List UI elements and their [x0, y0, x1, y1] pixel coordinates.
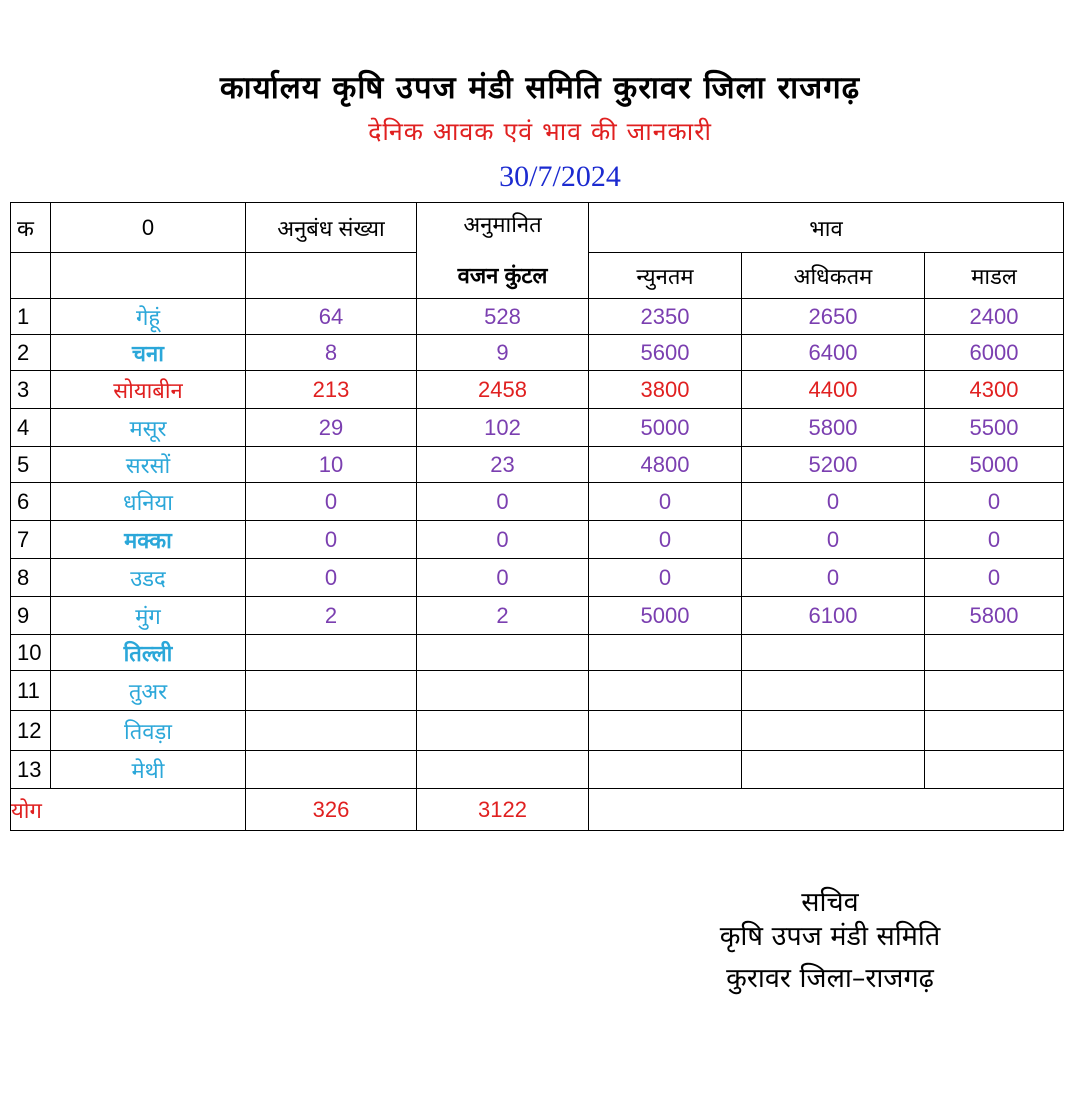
row-contracts: 0 — [246, 483, 417, 521]
row-contracts: 0 — [246, 521, 417, 559]
table-row — [11, 521, 1064, 559]
row-model-price: 6000 — [925, 335, 1064, 371]
row-min-price — [589, 711, 742, 751]
table-row — [11, 671, 1064, 711]
header-price: भाव — [589, 203, 1064, 253]
row-max-price: 4400 — [742, 371, 925, 409]
row-min-price: 5600 — [589, 335, 742, 371]
row-crop-name: तुअर — [51, 671, 246, 711]
row-max-price — [742, 751, 925, 789]
row-sno: 11 — [11, 671, 51, 711]
row-crop-name: चना — [51, 335, 246, 371]
row-min-price: 0 — [589, 521, 742, 559]
total-label: योग — [11, 789, 246, 831]
row-max-price: 0 — [742, 521, 925, 559]
header-crop: 0 — [51, 203, 246, 253]
row-weight: 0 — [417, 559, 589, 597]
table-row — [11, 751, 1064, 789]
row-weight — [417, 751, 589, 789]
row-weight: 9 — [417, 335, 589, 371]
row-sno: 8 — [11, 559, 51, 597]
row-min-price: 5000 — [589, 409, 742, 447]
table-row — [11, 299, 1064, 335]
row-weight: 2 — [417, 597, 589, 635]
row-min-price: 0 — [589, 559, 742, 597]
row-crop-name: तिल्ली — [51, 635, 246, 671]
row-contracts — [246, 635, 417, 671]
header-row-1 — [11, 203, 1064, 253]
row-model-price: 0 — [925, 521, 1064, 559]
row-weight — [417, 711, 589, 751]
table-row — [11, 597, 1064, 635]
office-title: कार्यालय कृषि उपज मंडी समिति कुरावर जिला राजगढ़ — [219, 70, 861, 106]
table-row — [11, 483, 1064, 521]
row-model-price — [925, 751, 1064, 789]
row-sno: 10 — [11, 635, 51, 671]
row-max-price: 5200 — [742, 447, 925, 483]
header-model: माडल — [925, 253, 1064, 299]
row-model-price: 5800 — [925, 597, 1064, 635]
row-contracts — [246, 711, 417, 751]
row-max-price: 5800 — [742, 409, 925, 447]
row-max-price: 0 — [742, 483, 925, 521]
row-weight — [417, 635, 589, 671]
row-model-price: 0 — [925, 559, 1064, 597]
row-model-price: 5000 — [925, 447, 1064, 483]
row-sno: 7 — [11, 521, 51, 559]
total-empty — [589, 789, 1064, 831]
row-contracts: 10 — [246, 447, 417, 483]
row-contracts: 0 — [246, 559, 417, 597]
row-min-price: 5000 — [589, 597, 742, 635]
row-sno: 9 — [11, 597, 51, 635]
header-weight: वजन कुंटल — [417, 253, 589, 299]
row-weight: 23 — [417, 447, 589, 483]
header-empty-contracts — [246, 253, 417, 299]
row-crop-name: मेथी — [51, 751, 246, 789]
table-row — [11, 635, 1064, 671]
arrivals-price-table — [10, 202, 1064, 831]
row-min-price — [589, 671, 742, 711]
row-sno: 4 — [11, 409, 51, 447]
row-contracts: 64 — [246, 299, 417, 335]
row-crop-name: मक्का — [51, 521, 246, 559]
row-sno: 2 — [11, 335, 51, 371]
total-weight: 3122 — [417, 789, 589, 831]
header-contracts: अनुबंध संख्या — [246, 203, 417, 253]
header-min: न्युनतम — [589, 253, 742, 299]
row-sno: 12 — [11, 711, 51, 751]
row-model-price: 5500 — [925, 409, 1064, 447]
row-crop-name: मसूर — [51, 409, 246, 447]
row-crop-name: उडद — [51, 559, 246, 597]
header-empty-crop — [51, 253, 246, 299]
row-crop-name: तिवड़ा — [51, 711, 246, 751]
row-contracts: 213 — [246, 371, 417, 409]
row-max-price: 6100 — [742, 597, 925, 635]
row-min-price: 2350 — [589, 299, 742, 335]
table-row — [11, 409, 1064, 447]
row-model-price: 2400 — [925, 299, 1064, 335]
row-contracts: 2 — [246, 597, 417, 635]
row-weight — [417, 671, 589, 711]
row-crop-name: गेहूं — [51, 299, 246, 335]
row-crop-name: मुंग — [51, 597, 246, 635]
signature-title: सचिव — [801, 887, 859, 918]
row-sno: 5 — [11, 447, 51, 483]
row-max-price — [742, 671, 925, 711]
row-min-price: 0 — [589, 483, 742, 521]
report-subtitle: देनिक आवक एवं भाव की जानकारी — [368, 117, 712, 146]
table-row — [11, 559, 1064, 597]
row-max-price: 0 — [742, 559, 925, 597]
table-row — [11, 371, 1064, 409]
row-model-price: 0 — [925, 483, 1064, 521]
row-max-price: 6400 — [742, 335, 925, 371]
row-max-price: 2650 — [742, 299, 925, 335]
header-empty-sno — [11, 253, 51, 299]
row-model-price — [925, 671, 1064, 711]
row-contracts: 29 — [246, 409, 417, 447]
signature-org: कृषि उपज मंडी समिति — [719, 921, 941, 952]
row-model-price — [925, 635, 1064, 671]
row-weight: 528 — [417, 299, 589, 335]
header-row-2 — [11, 253, 1064, 299]
row-min-price: 3800 — [589, 371, 742, 409]
row-crop-name: धनिया — [51, 483, 246, 521]
row-contracts — [246, 751, 417, 789]
row-model-price — [925, 711, 1064, 751]
row-model-price: 4300 — [925, 371, 1064, 409]
row-contracts: 8 — [246, 335, 417, 371]
row-weight: 2458 — [417, 371, 589, 409]
table-row — [11, 335, 1064, 371]
row-sno: 1 — [11, 299, 51, 335]
table-row — [11, 447, 1064, 483]
total-row — [11, 789, 1064, 831]
row-crop-name: सोयाबीन — [51, 371, 246, 409]
row-weight: 0 — [417, 483, 589, 521]
row-sno: 3 — [11, 371, 51, 409]
signature-location: कुरावर जिला–राजगढ़ — [726, 963, 934, 994]
row-crop-name: सरसों — [51, 447, 246, 483]
row-max-price — [742, 711, 925, 751]
total-contracts: 326 — [246, 789, 417, 831]
report-date: 30/7/2024 — [499, 160, 621, 193]
table-row — [11, 711, 1064, 751]
row-contracts — [246, 671, 417, 711]
row-weight: 0 — [417, 521, 589, 559]
row-min-price — [589, 635, 742, 671]
row-max-price — [742, 635, 925, 671]
row-min-price: 4800 — [589, 447, 742, 483]
row-weight: 102 — [417, 409, 589, 447]
header-estimated: अनुमानित — [417, 203, 589, 253]
row-sno: 6 — [11, 483, 51, 521]
row-sno: 13 — [11, 751, 51, 789]
row-min-price — [589, 751, 742, 789]
header-max: अधिकतम — [742, 253, 925, 299]
header-sno: क — [11, 203, 51, 253]
